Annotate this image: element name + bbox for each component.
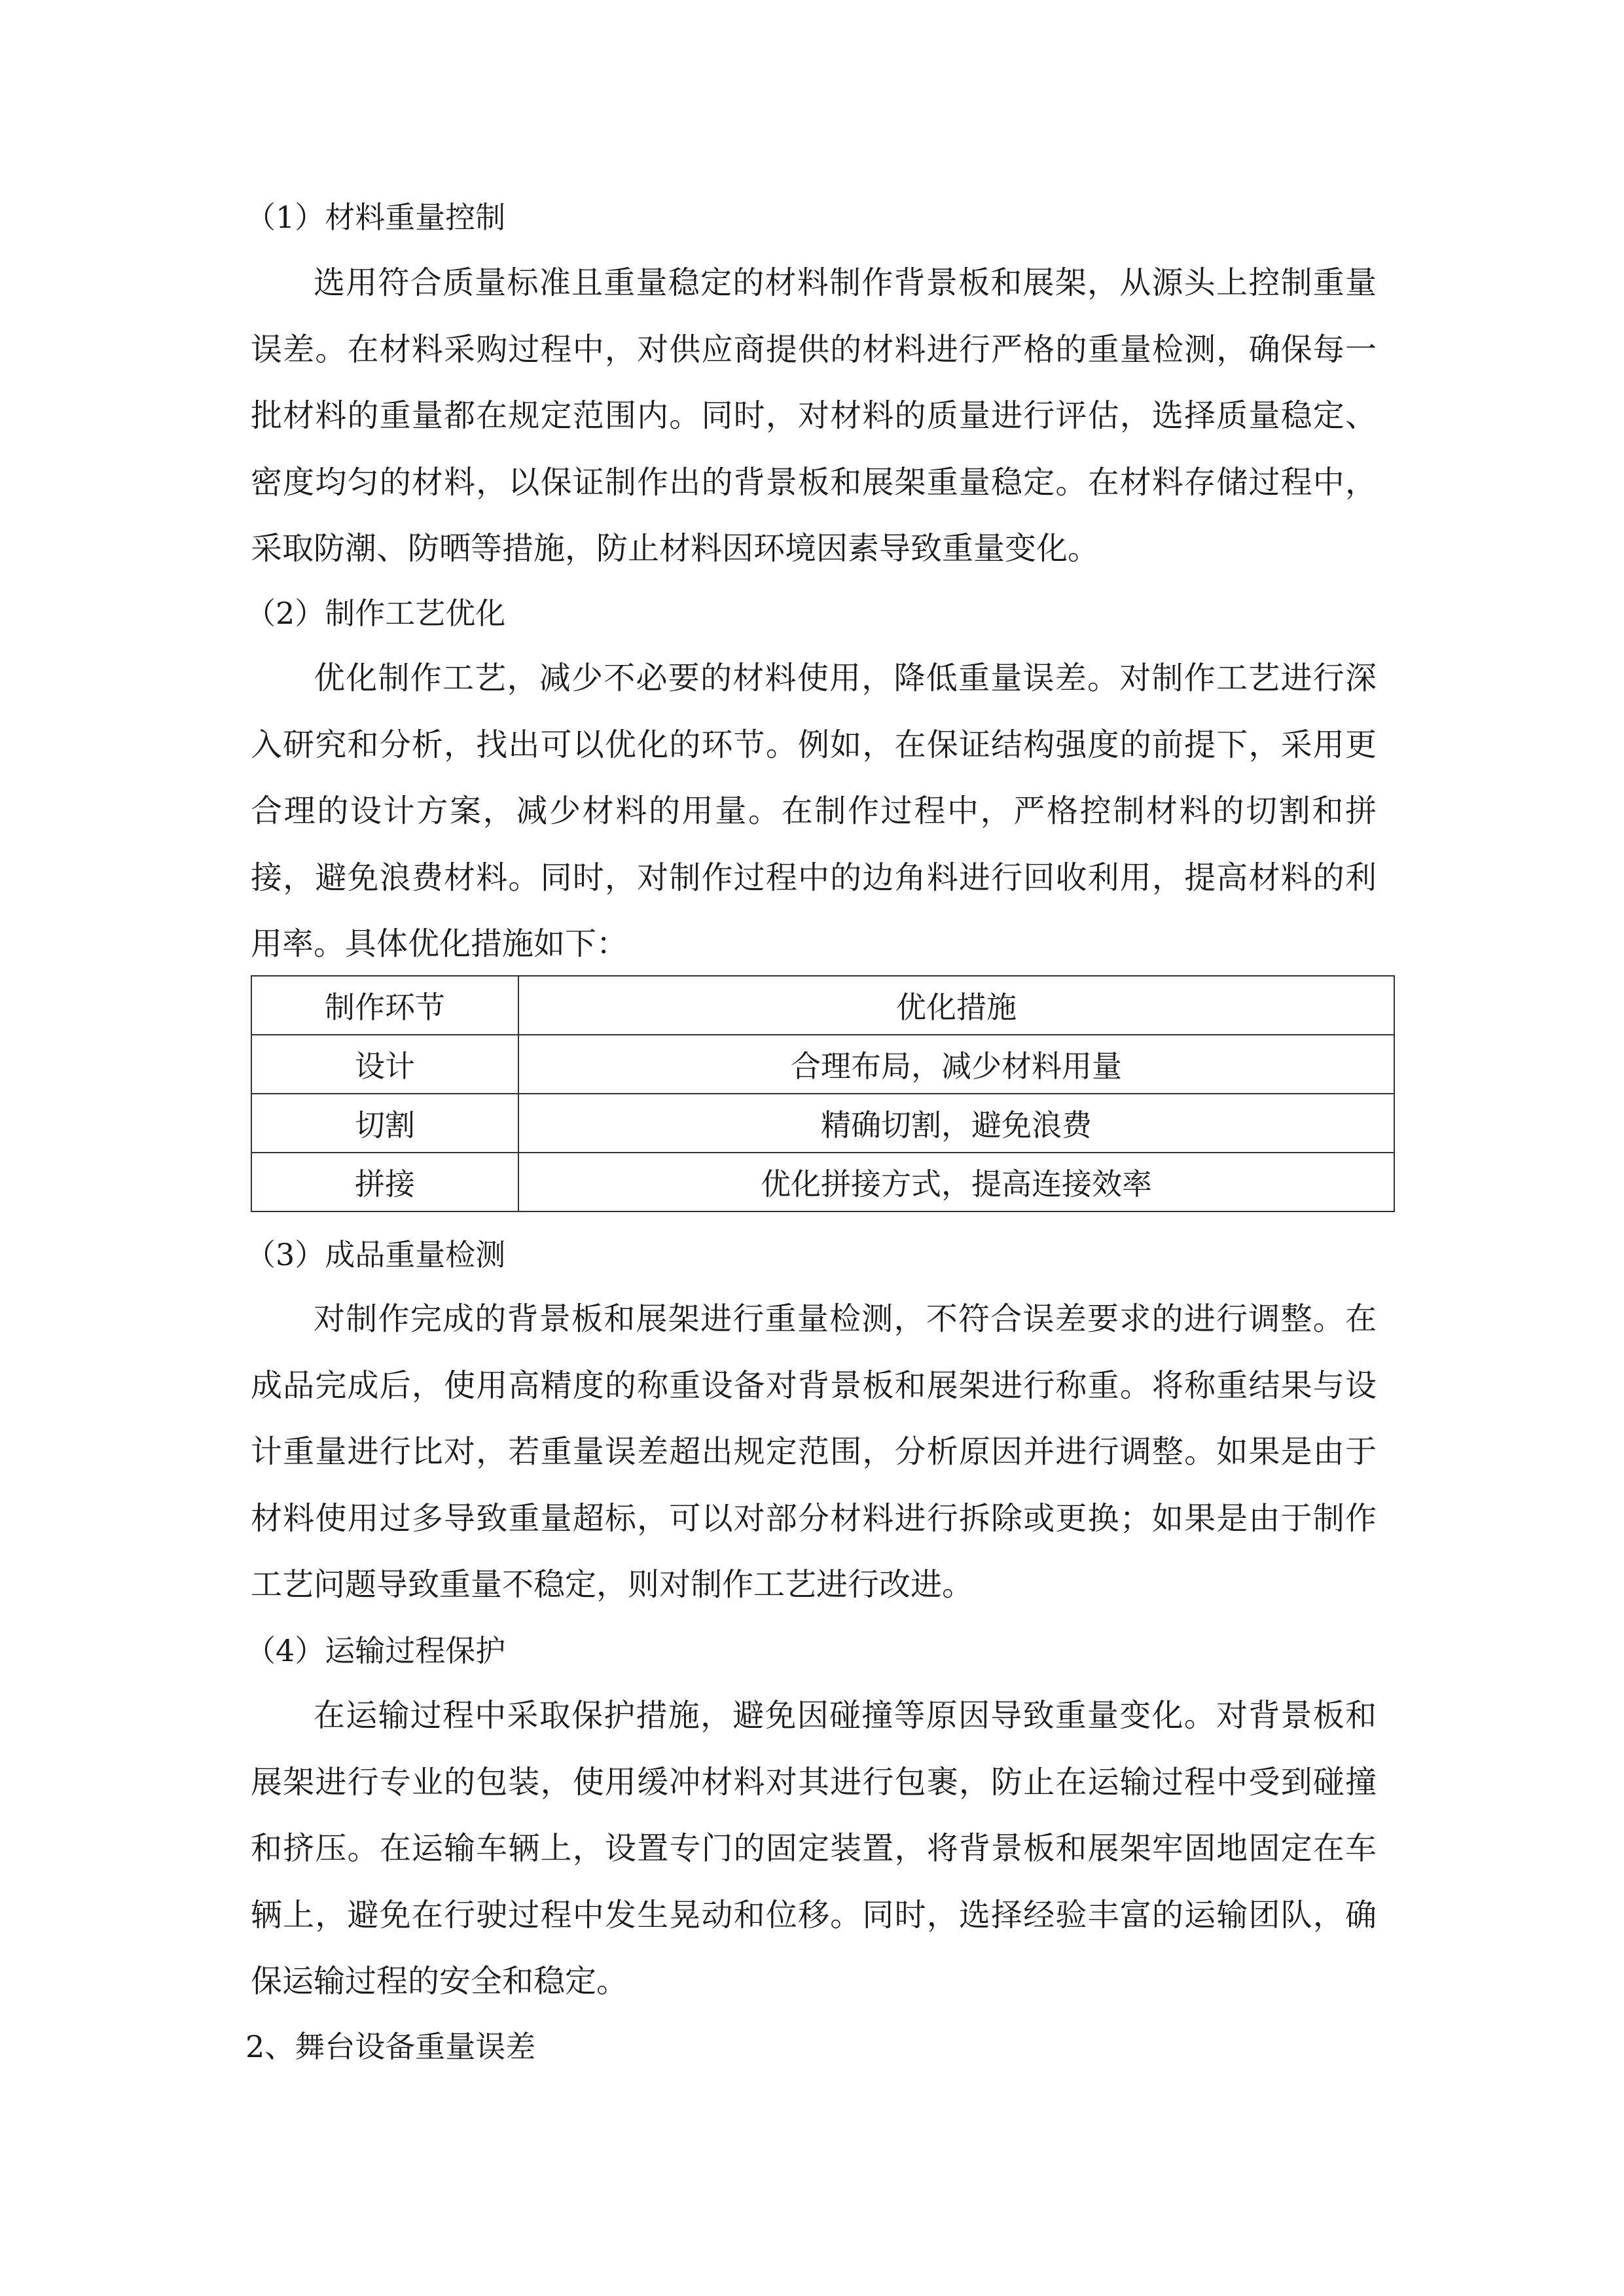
table-row: [251, 1094, 1394, 1153]
section-heading-transport-protection: （4）运输过程保护: [245, 1633, 506, 1668]
optimization-table: [251, 975, 1395, 1212]
paragraph-finished-weight-check: 对制作完成的背景板和展架进行重量检测，不符合误差要求的进行调整。在成品完成后，使用高精度的称重设备对背景板和展架进行称重。将称重结果与设计重量进行比对，若重量误差超出规定范围，分析原因并进行调整。如果是由于材料使用过多导致重量超标，可以对部分材料进行拆除或更换；如果是由于制作工艺问题导致重量不稳定，则对制作工艺进行改进。: [251, 1300, 1377, 1603]
paragraph-transport-protection: 在运输过程中采取保护措施，避免因碰撞等原因导致重量变化。对背景板和展架进行专业的包装，使用缓冲材料对其进行包裹，防止在运输过程中受到碰撞和挤压。在运输车辆上，设置专门的固定装置，将背景板和展架牢固地固定在车辆上，避免在行驶过程中发生晃动和位移。同时，选择经验丰富的运输团队，确保运输过程的安全和稳定。: [251, 1697, 1377, 2000]
paragraph-process-optimization: 优化制作工艺，减少不必要的材料使用，降低重量误差。对制作工艺进行深入研究和分析，找出可以优化的环节。例如，在保证结构强度的前提下，采用更合理的设计方案，减少材料的用量。在制作过程中，严格控制材料的切割和拼接，避免浪费材料。同时，对制作过程中的边角料进行回收利用，提高材料的利用率。具体优化措施如下：: [251, 660, 1377, 962]
table-cell: 设计: [251, 1035, 518, 1094]
table-cell: 优化拼接方式，提高连接效率: [518, 1153, 1394, 1211]
table-header-cell: 制作环节: [251, 976, 518, 1035]
section-heading-finished-weight-check: （3）成品重量检测: [245, 1237, 506, 1272]
paragraph-material-weight: 选用符合质量标准且重量稳定的材料制作背景板和展架，从源头上控制重量误差。在材料采购过程中，对供应商提供的材料进行严格的重量检测，确保每一批材料的重量都在规定范围内。同时，对材料的质量进行评估，选择质量稳定、密度均匀的材料，以保证制作出的背景板和展架重量稳定。在材料存储过程中，采取防潮、防晒等措施，防止材料因环境因素导致重量变化。: [251, 264, 1377, 567]
table-row: [251, 1035, 1394, 1094]
section-heading-material-weight: （1）材料重量控制: [245, 200, 506, 235]
section-heading-stage-equipment-weight: 2、舞台设备重量误差: [245, 2029, 536, 2064]
table-header-row: [251, 976, 1394, 1035]
section-heading-process-optimization: （2）制作工艺优化: [245, 596, 506, 631]
table-cell: 合理布局，减少材料用量: [518, 1035, 1394, 1094]
table-header-cell: 优化措施: [518, 976, 1394, 1035]
table-cell: 拼接: [251, 1153, 518, 1211]
table-cell: 精确切割，避免浪费: [518, 1094, 1394, 1153]
table-cell: 切割: [251, 1094, 518, 1153]
table-row: [251, 1153, 1394, 1211]
